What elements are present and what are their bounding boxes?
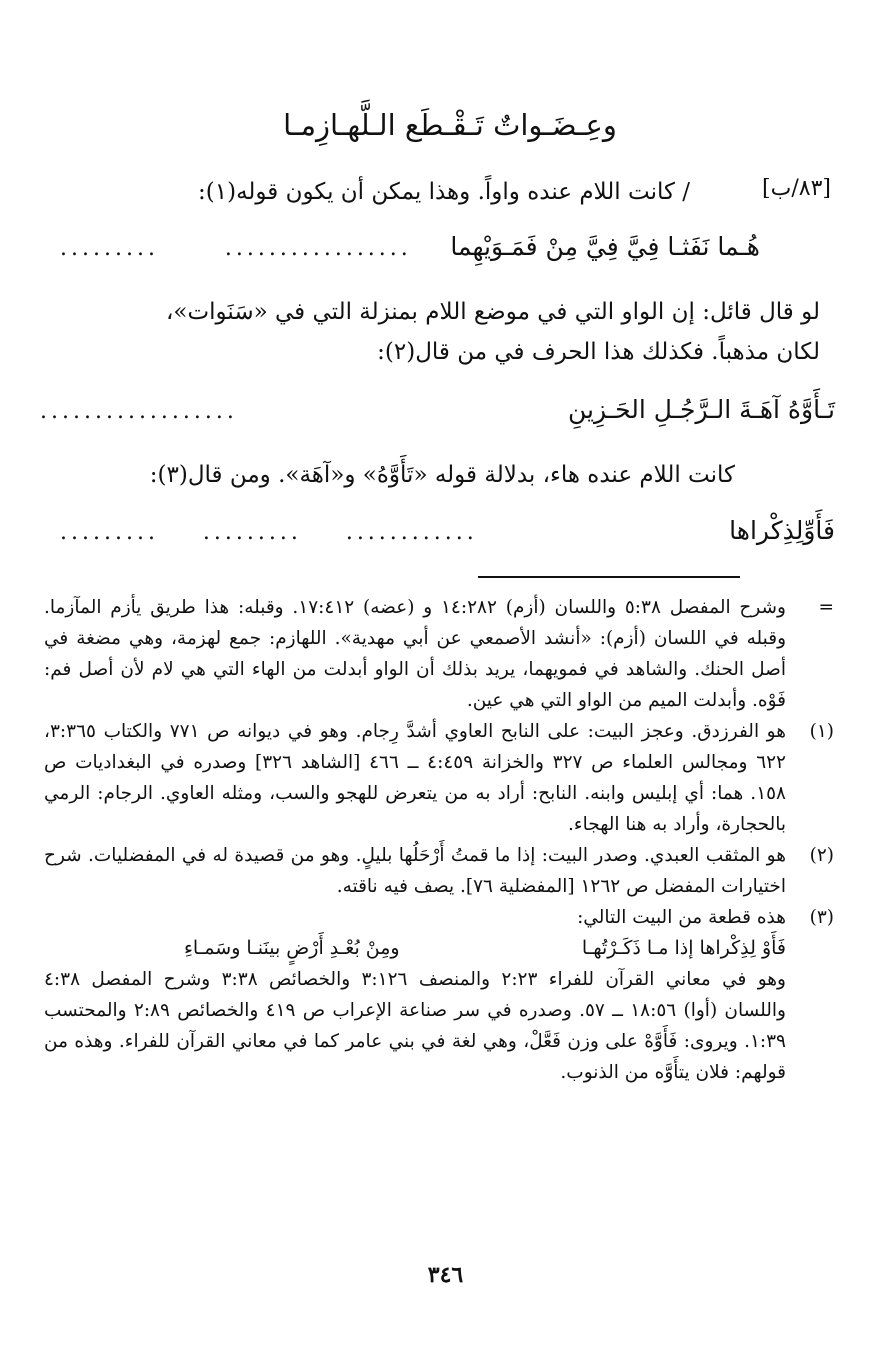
footnote-2 [44, 840, 834, 902]
footnote-1 [44, 716, 834, 840]
paragraph-1-line-2: لكان مذهباً. فكذلك هذا الحرف في من قال(٢): [377, 339, 820, 365]
footnote-text: وهو في معاني القرآن للفراء ٢:٢٣ والمنصف ٣:١٢٦ والخصائص ٣:٣٨ وشرح المفصل ٤:٣٨ واللسان (أوا) ١٨:٥٦ ــ ٥٧. وصدره في سر صناعة الإعراب ص ٤١٩ والخصائص ٢:٨٩ والمحتسب ١:٣٩. ويروى: فَأَوَّهْ على وزن فَعَّلْ، وهي لغة في بني عامر كما في معاني القرآن للفراء. وهذه من قولهم: فلان يتأَوَّه من الذنوب. [44, 969, 786, 1083]
footnote-verse-second-half: ومِنْ بُعْـدِ أَرْضٍ بينَنـا وسَمـاءِ [184, 937, 400, 959]
ellipsis-dots: .................. [40, 399, 238, 424]
paragraph-1 [50, 292, 820, 372]
verse-hemistich: فَأَوِّلِذِكْراها [729, 516, 835, 545]
footnote-text: هو المثقب العبدي. وصدر البيت: إذا ما قمتُ أَرْحَلُها بليلٍ. وهو من قصيدة له في المفضليات. شرح اختيارات المفضل ص ١٢٦٢ [المفضلية ٧٦]. يصف فيه ناقته. [44, 845, 786, 897]
footnote-number: (٢) [809, 845, 834, 866]
footnote-verse-first-half: فَأَوْ لِذِكْراها إذا مـا ذَكَـرْتُهـا [581, 937, 786, 959]
footnote-verse [44, 933, 834, 964]
footnote-3 [44, 902, 834, 933]
verse-hemistich: هُـما نَفَثـا فِيَّ فِيَّ مِنْ فَمَـوَيْهِما [450, 232, 760, 261]
footnote-continuation [44, 592, 834, 716]
footnote-text: هو الفرزدق. وعجز البيت: على النابح العاوي أشدَّ رِجام. وهو في ديوانه ص ٧٧١ والكتاب ٣:٣٦٥، ٦٢٢ ومجالس العلماء ص ٣٢٧ والخزانة ٤:٤٥٩ ــ ٤٦٦ [الشاهد ٣٢٦] وصدره في البغداديات ص ١٥٨. هما: أي إبليس وابنه. النابح: أراد به من يتعرض للهجو والسب، ومثله العاوي. الرجام: الرمي بالحجارة، وأراد به هنا الهجاء. [44, 721, 786, 835]
footnote-number: (٣) [809, 907, 834, 928]
footnote-intro: هذه قطعة من البيت التالي: [577, 907, 786, 928]
ellipsis-dots: ............ ......... ......... [60, 520, 478, 545]
verse-hemistich: تَـأَوَّهُ آهَـةَ الـرَّجُـلِ الحَـزِينِ [568, 395, 835, 424]
text-line-1: / كانت اللام عنده واواً. وهذا يمكن أن يكون قوله(١): [198, 179, 690, 205]
footnote-3-body [44, 964, 834, 1088]
footnote-number: (١) [809, 721, 834, 742]
verse-heading: وعِـضَـواتٌ تَـقْـطَع الـلَّهـازِمـا [283, 108, 617, 142]
paragraph-1-line-1: لو قال قائل: إن الواو التي في موضع اللام بمنزلة التي في «سَنَوات»، [165, 299, 820, 325]
ellipsis-dots: ................. ......... [60, 236, 412, 261]
paragraph-2: كانت اللام عنده هاء، بدلالة قوله «تَأَوَّهُ» و«آهَة». ومن قال(٣): [149, 462, 735, 488]
folio-marker: [٨٣/ب] [762, 176, 831, 201]
page-number: ٣٤٦ [427, 1262, 464, 1288]
footnote-separator [478, 576, 740, 578]
footnotes [44, 592, 834, 1088]
continuation-marker: = [818, 597, 834, 618]
footnote-text: وشرح المفصل ٥:٣٨ واللسان (أزم) ١٤:٢٨٢ و (عضه) ١٧:٤١٢. وقبله: هذا طريق يأزم المآزما. وقبله في اللسان (أزم): «أنشد الأصمعي عن أبي مهدية». اللهازم: جمع لهزمة، وهي مضغة في أصل الحنك. والشاهد في فمويهما، يريد بذلك أن الواو أبدلت من الهاء التي هي لام لأن أصل فم: فَوْه. وأبدلت الميم من الواو التي هي عين. [44, 597, 786, 711]
